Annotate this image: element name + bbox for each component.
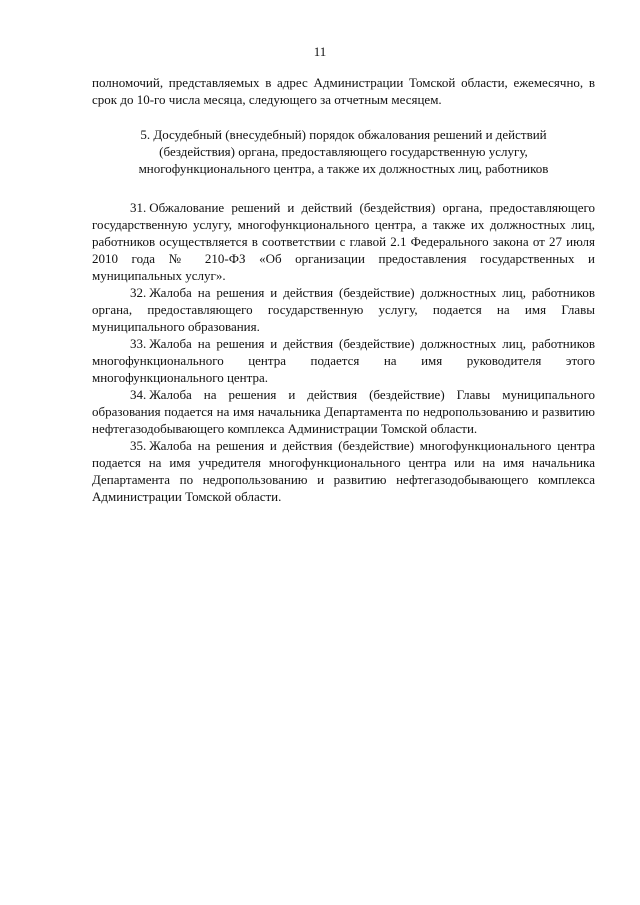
section-heading-line: 5. Досудебный (внесудебный) порядок обжалования решений и действий [140, 127, 547, 142]
paragraph-35 [92, 437, 595, 505]
section-heading-line: многофункционального центра, а также их должностных лиц, работников [138, 161, 549, 176]
paragraph-text: Жалоба на решения и действия (бездействие) должностных лиц, работников многофункционального центра подается на имя руководителя этого многофункционального центра. [92, 336, 595, 385]
paragraph-number: 32. [130, 285, 147, 300]
paragraph-number: 35. [130, 438, 147, 453]
page-number: 11 [313, 44, 327, 59]
section-heading [92, 126, 595, 177]
intro-paragraph: полномочий, представляемых в адрес Администрации Томской области, ежемесячно, в срок до 10-го числа месяца, следующего за отчетным месяцем. [92, 75, 595, 107]
paragraph-number: 33. [130, 336, 147, 351]
paragraph-text: Обжалование решений и действий (бездействия) органа, предоставляющего государственную услугу, многофункционального центра, а также их должностных лиц, работников осуществляется в соответствии с главой 2.1 Федерального закона от 27 июля 2010 года № 210-ФЗ «Об организации предоставления государственных и муниципальных услуг». [92, 200, 595, 283]
paragraph-32 [92, 284, 595, 335]
paragraph-31 [92, 199, 595, 284]
paragraph-number: 31. [130, 200, 147, 215]
document-body [92, 74, 595, 505]
paragraph-34 [92, 386, 595, 437]
section-heading-line: (бездействия) органа, предоставляющего государственную услугу, [159, 144, 528, 159]
paragraph-text: Жалоба на решения и действия (бездействие) Главы муниципального образования подается на имя начальника Департамента по недропользованию и развитию нефтегазодобывающего комплекса Администрации Томской области. [92, 387, 595, 436]
paragraph-number: 34. [130, 387, 147, 402]
paragraph-33 [92, 335, 595, 386]
paragraph-text: Жалоба на решения и действия (бездействие) должностных лиц, работников органа, предоставляющего государственную услугу, подается на имя Главы муниципального образования. [92, 285, 595, 334]
paragraph-text: Жалоба на решения и действия (бездействие) многофункционального центра подается на имя учредителя многофункционального центра или на имя начальника Департамента по недропользованию и развитию нефтегазодобывающего комплекса Администрации Томской области. [92, 438, 595, 504]
